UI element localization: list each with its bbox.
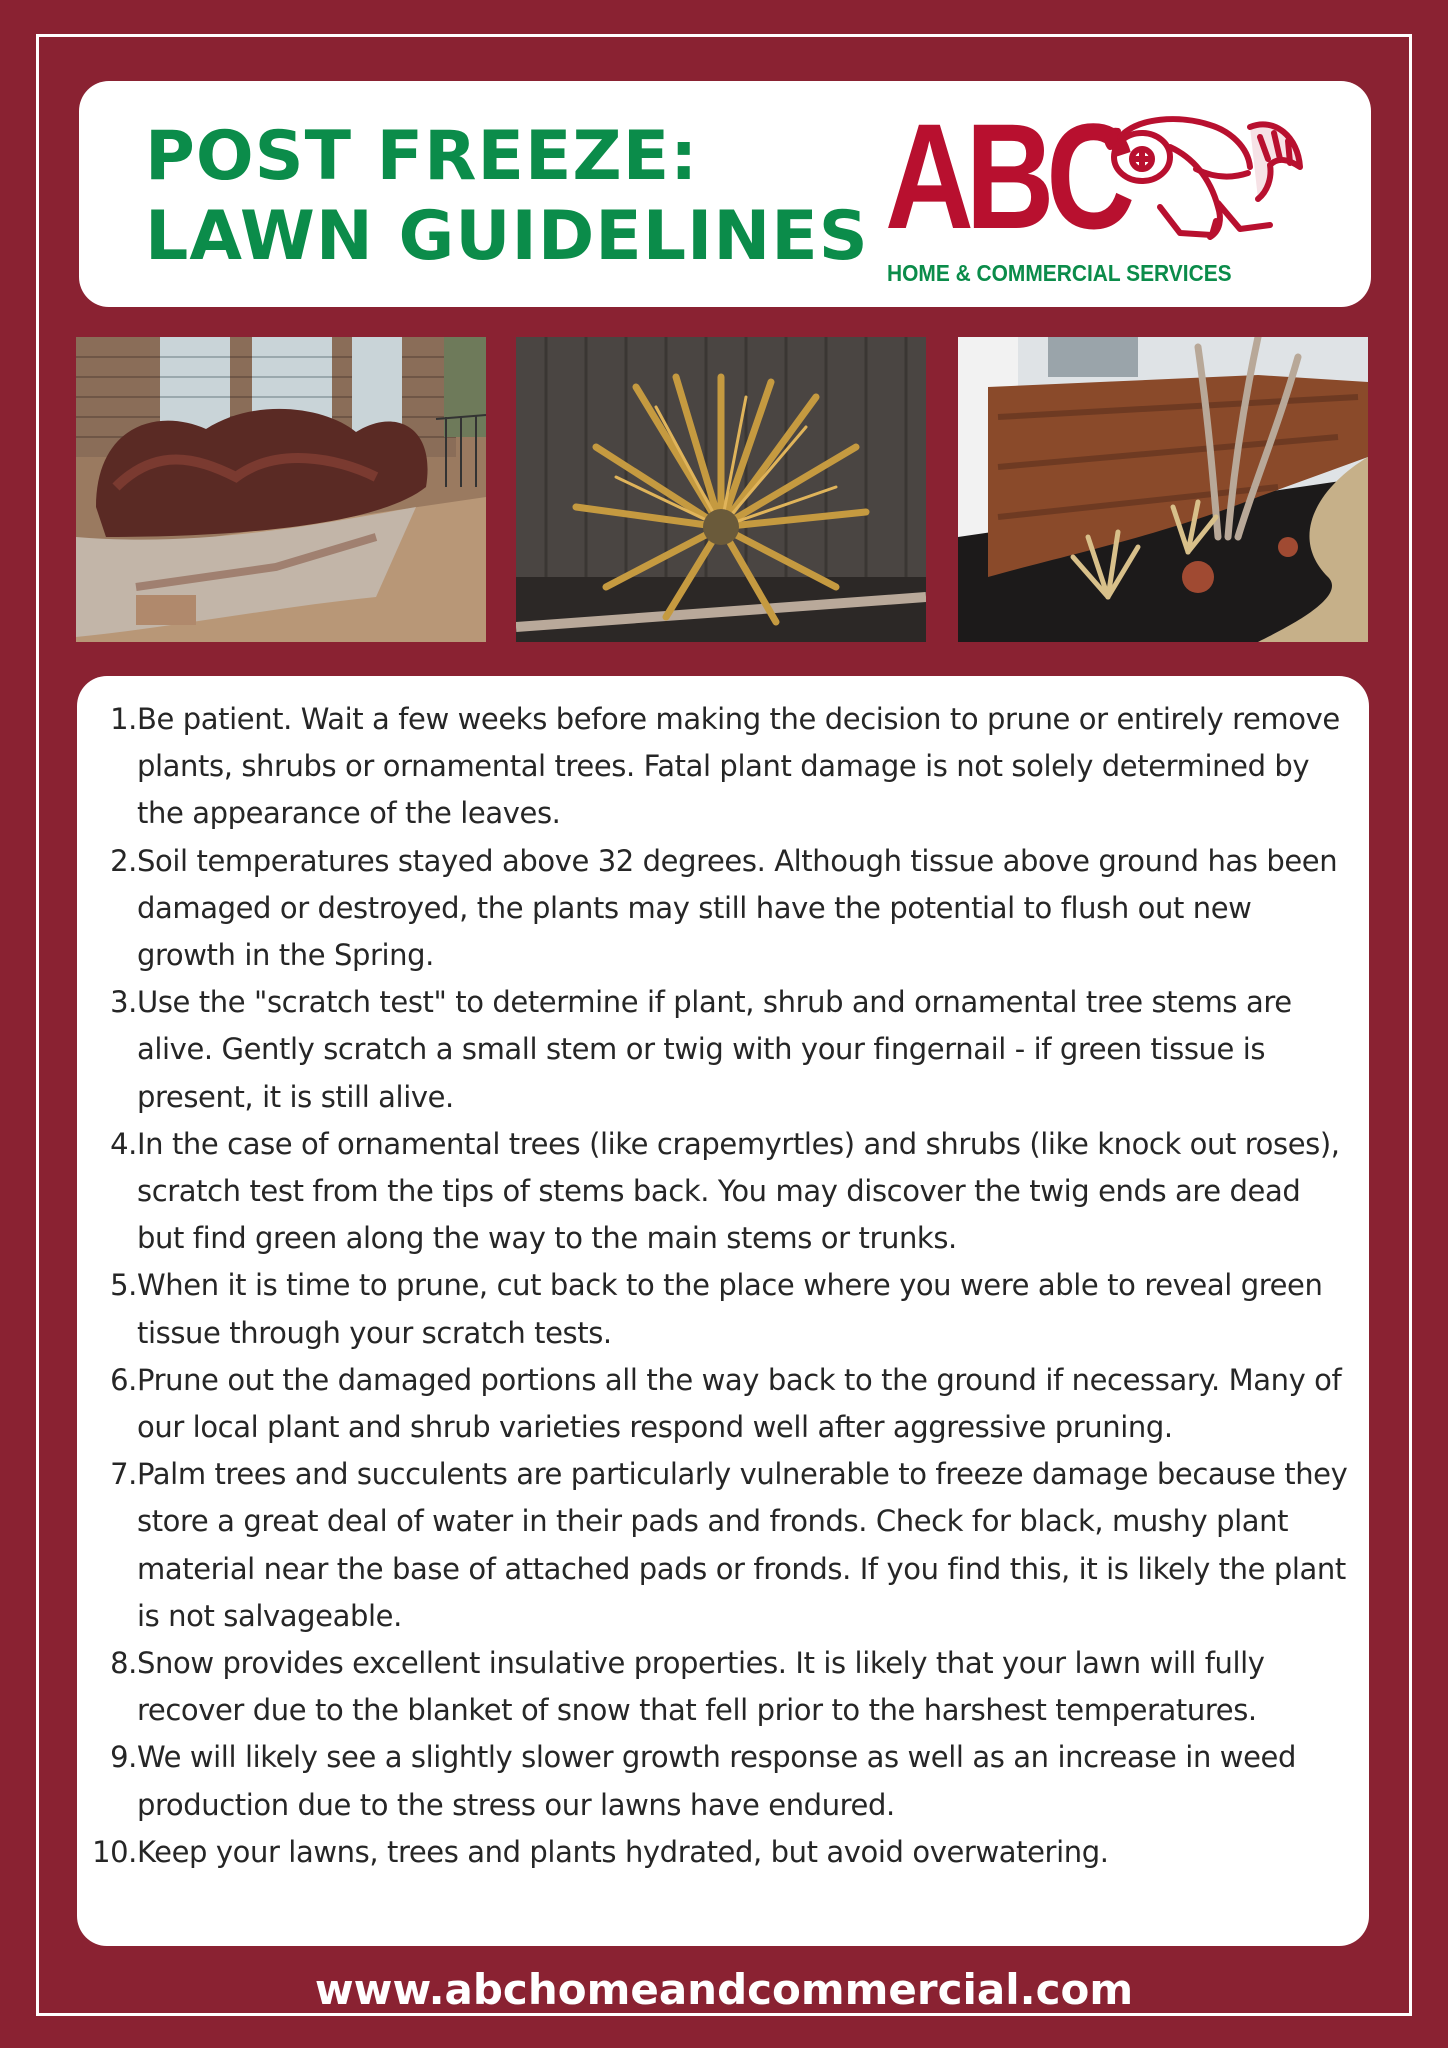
photo-damaged-sago-palm bbox=[516, 337, 926, 642]
guideline-text: Be patient. Wait a few weeks before making the decision to prune or entirely remove plants, shrubs or ornamental trees. Fatal plant damage is not solely determined by the appearance of the leaves. bbox=[137, 702, 1340, 831]
company-logo bbox=[885, 92, 1305, 291]
title-line-1: POST FREEZE: bbox=[145, 117, 699, 196]
guideline-text: Keep your lawns, trees and plants hydrated, but avoid overwatering. bbox=[137, 1834, 1109, 1869]
logo-tagline: HOME & COMMERCIAL SERVICES bbox=[887, 260, 1232, 286]
guideline-number: 9. bbox=[110, 1740, 137, 1775]
guidelines-list bbox=[77, 696, 1369, 1876]
guideline-item-9 bbox=[77, 1734, 1369, 1828]
guideline-number: 5. bbox=[110, 1268, 137, 1303]
guideline-item-6 bbox=[77, 1357, 1369, 1451]
guideline-number: 4. bbox=[110, 1126, 137, 1161]
guideline-item-5 bbox=[77, 1262, 1369, 1356]
guideline-number: 10. bbox=[92, 1834, 137, 1869]
guideline-number: 2. bbox=[110, 843, 137, 878]
guideline-item-8 bbox=[77, 1640, 1369, 1734]
guideline-number: 7. bbox=[110, 1457, 137, 1492]
guideline-text: Soil temperatures stayed above 32 degrees. Although tissue above ground has been damaged or destroyed, the plants may still have the potential to flush out new growth in the Spring. bbox=[137, 843, 1338, 973]
guideline-item-10 bbox=[77, 1829, 1369, 1876]
guideline-text: In the case of ornamental trees (like crapemyrtles) and shrubs (like knock out roses), scratch test from the tips of stems back. You may discover the twig ends are dead but find green along the way to the main stems or trunks. bbox=[137, 1126, 1340, 1256]
ant-mascot-icon bbox=[1100, 107, 1305, 249]
title-line-2: LAWN GUIDELINES bbox=[145, 197, 869, 276]
guideline-number: 6. bbox=[110, 1362, 137, 1397]
guideline-text: Prune out the damaged portions all the way back to the ground if necessary. Many of our local plant and shrub varieties respond well after aggressive pruning. bbox=[137, 1362, 1342, 1445]
guideline-item-4 bbox=[77, 1121, 1369, 1263]
guideline-text: Snow provides excellent insulative properties. It is likely that your lawn will fully recover due to the blanket of snow that fell prior to the harshest temperatures. bbox=[137, 1646, 1265, 1728]
photo-damaged-hedge-brick-house bbox=[76, 337, 486, 642]
guideline-item-3 bbox=[77, 979, 1369, 1121]
guideline-text: When it is time to prune, cut back to the place where you were able to reveal green tissue through your scratch tests. bbox=[137, 1268, 1323, 1350]
logo-wordmark: ABC bbox=[885, 92, 1127, 260]
page-title bbox=[145, 117, 869, 277]
guideline-text: Use the "scratch test" to determine if plant, shrub and ornamental tree stems are alive. Gently scratch a small stem or twig with your fingernail - if green tissue is present, it is still alive. bbox=[137, 985, 1292, 1114]
guideline-item-1 bbox=[77, 696, 1369, 838]
guideline-text: We will likely see a slightly slower growth response as well as an increase in weed production due to the stress our lawns have endured. bbox=[137, 1740, 1296, 1822]
guideline-number: 3. bbox=[110, 985, 137, 1020]
guideline-number: 8. bbox=[110, 1646, 137, 1681]
header-card bbox=[79, 81, 1371, 307]
guideline-text: Palm trees and succulents are particularly vulnerable to freeze damage because they store a great deal of water in their pads and fronds. Check for black, mushy plant material near the base of attached pads or fronds. If you find this, it is likely the plant is not salvageable. bbox=[137, 1457, 1348, 1633]
guidelines-card bbox=[77, 676, 1369, 1946]
guideline-item-2 bbox=[77, 838, 1369, 980]
photo-damaged-hedge-crape-myrtle bbox=[958, 337, 1368, 642]
guideline-number: 1. bbox=[110, 702, 137, 736]
guideline-item-7 bbox=[77, 1451, 1369, 1640]
website-url[interactable]: www.abchomeandcommercial.com bbox=[314, 1965, 1134, 2014]
